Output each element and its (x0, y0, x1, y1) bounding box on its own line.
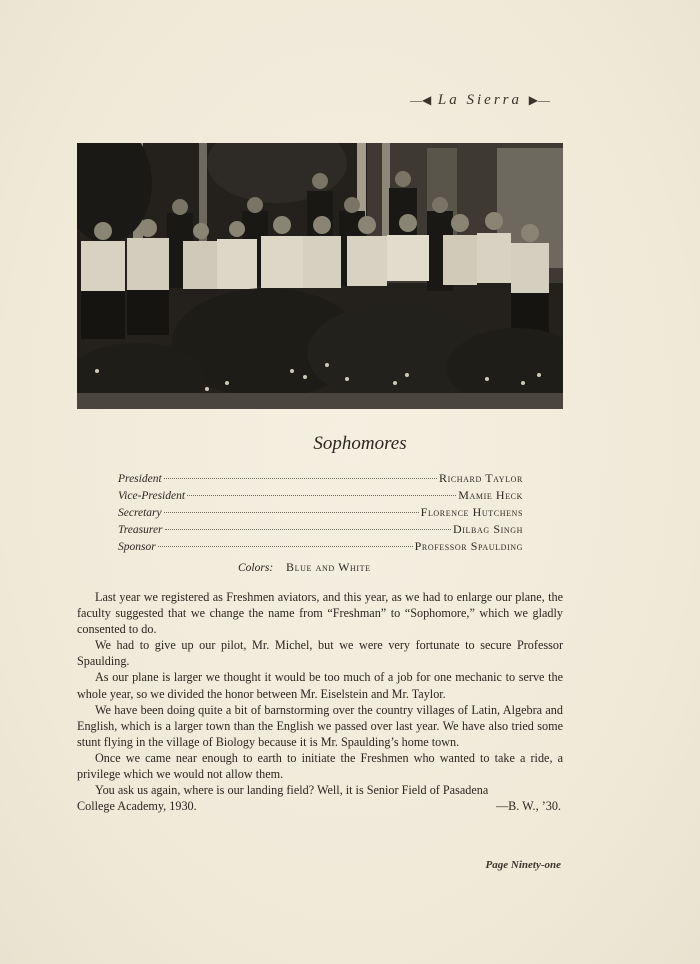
closing-line (77, 798, 563, 814)
running-header (410, 92, 550, 109)
dot-leader (165, 529, 451, 530)
officer-row-secretary (118, 505, 523, 522)
officer-row-president (118, 471, 523, 488)
officer-name: Florence Hutchens (420, 505, 523, 519)
colors-label: Colors: (238, 562, 274, 574)
dot-leader (164, 478, 437, 479)
paragraph: Once we came near enough to earth to initiate the Freshmen who wanted to take a ride, a privilege which we would not allow them. (77, 750, 563, 782)
author-signature: —B. W., ’30. (495, 799, 561, 814)
colors-value: Blue and White (286, 560, 371, 574)
officer-name: Dilbag Singh (453, 522, 523, 536)
body-text (77, 589, 563, 814)
officers-list (118, 471, 523, 556)
dot-leader (187, 495, 456, 496)
page-number: Page Ninety-one (485, 859, 561, 871)
class-colors (238, 560, 371, 575)
officer-name: Professor Spaulding (414, 539, 523, 553)
officer-row-vice-president (118, 488, 523, 505)
header-title: La Sierra (437, 92, 523, 108)
group-photo (77, 143, 563, 409)
paragraph: We had to give up our pilot, Mr. Michel, but we were very fortunate to secure Professor Spaulding. (77, 638, 563, 669)
officer-role: Sponsor (118, 541, 156, 553)
paragraph: Last year we registered as Freshmen aviators, and this year, as we had to enlarge our plane, the faculty suggested that we change the name from “Freshman” to “Sophomore,” which we gladly consented to do. (77, 590, 563, 637)
dot-leader (164, 512, 419, 513)
closing-text: College Academy, 1930. (77, 799, 197, 814)
officer-name: Richard Taylor (438, 471, 523, 485)
officer-role: Vice-President (118, 490, 186, 502)
officer-role: President (118, 473, 162, 485)
officer-row-treasurer (118, 522, 523, 539)
right-ornament: ▶— (528, 93, 550, 107)
officer-row-sponsor (118, 539, 523, 556)
dot-leader (158, 546, 413, 547)
section-title: Sophomores (313, 433, 407, 454)
officer-name: Mamie Heck (458, 488, 523, 502)
paragraph: We have been doing quite a bit of barnstorming over the country villages of Latin, Algebra and English, which is a larger town than the English we passed over last year. We have also tried some stunt flying in the village of Biology because it is Mr. Spaulding’s home town. (77, 702, 563, 749)
left-ornament: —◀ (409, 93, 432, 107)
paragraph: As our plane is larger we thought it would be too much of a job for one mechanic to serve the whole year, so we divided the honor between Mr. Eiselstein and Mr. Taylor. (77, 670, 563, 701)
officer-role: Secretary (118, 507, 162, 519)
officer-role: Treasurer (118, 524, 163, 536)
paragraph: You ask us again, where is our landing field? Well, it is Senior Field of Pasadena (95, 783, 489, 798)
